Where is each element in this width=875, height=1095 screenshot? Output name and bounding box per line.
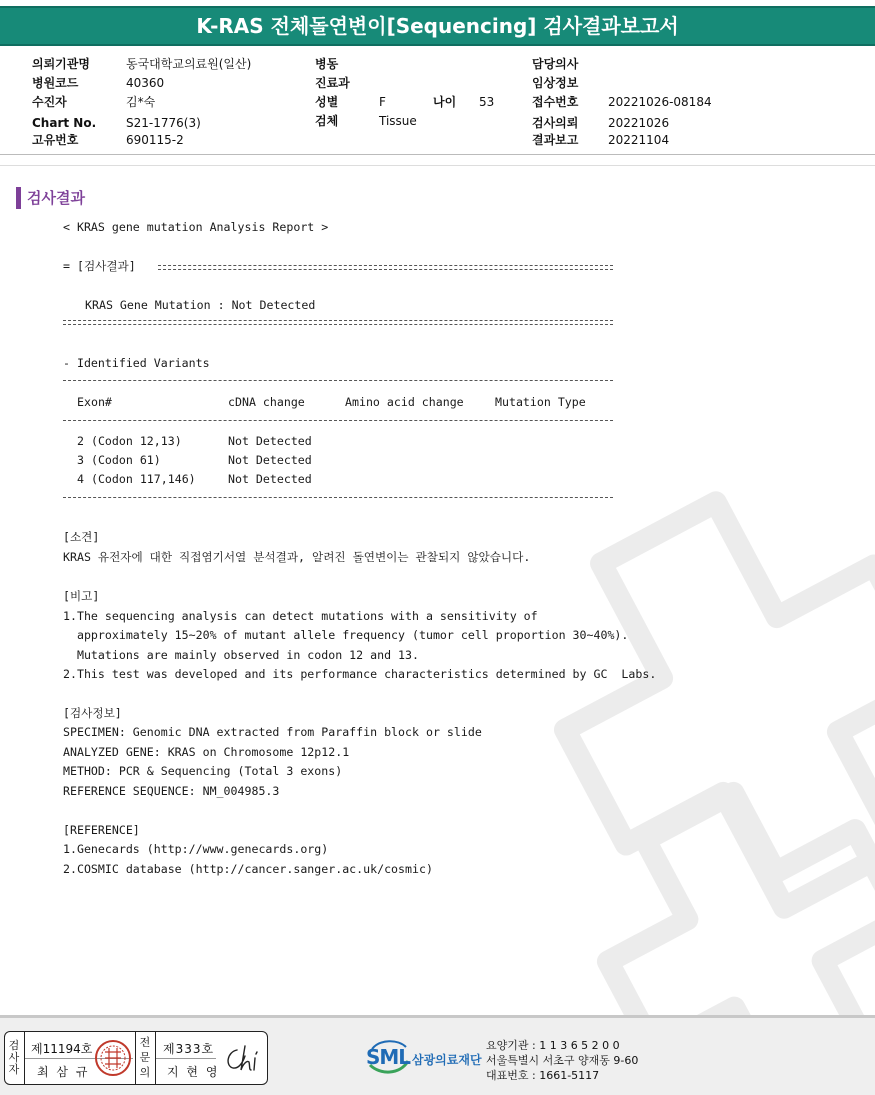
institution-value: 동국대학교의료원(일산): [126, 57, 252, 71]
info-line: METHOD: PCR & Sequencing (Total 3 exons): [63, 764, 343, 778]
info-line: SPECIMEN: Genomic DNA extracted from Paraffin block or slide: [63, 725, 482, 739]
remark-line: 1.The sequencing analysis can detect mutations with a sensitivity of: [63, 609, 538, 623]
remarks-title: [비고]: [63, 589, 100, 603]
reference-line: 2.COSMIC database (http://cancer.sanger.ac.uk/cosmic): [63, 862, 433, 876]
address: 서울특별시 서초구 양재동 9-60: [486, 1054, 639, 1067]
result-line: KRAS Gene Mutation : Not Detected: [85, 298, 316, 312]
remark-line: approximately 15~20% of mutant allele frequency (tumor cell proportion 30~40%).: [63, 628, 629, 642]
reference-line: 1.Genecards (http://www.genecards.org): [63, 842, 329, 856]
remark-line: 2.This test was developed and its performance characteristics determined by GC Labs.: [63, 667, 657, 681]
sex-label: 성별: [315, 95, 339, 109]
col-amino: Amino acid change: [345, 395, 464, 409]
signature-box: [4, 1031, 268, 1085]
result-report-value: 20221104: [608, 133, 670, 147]
specialist-name: 지 현 영: [167, 1065, 220, 1079]
examinee-value: 김*숙: [126, 95, 156, 109]
opinion-text: KRAS 유전자에 대한 직접염기서열 분석결과, 알려진 돌연변이는 관찰되지 않았습니다.: [63, 550, 531, 564]
table-rule-bottom: [63, 497, 613, 498]
specialist-license: 제333호: [163, 1042, 215, 1056]
clinical-label: 임상정보: [532, 76, 579, 90]
doctor-label: 담당의사: [532, 57, 579, 71]
chart-no-label: Chart No.: [32, 116, 97, 130]
table-rule-top: [63, 380, 613, 381]
report-title: K-RAS 전체돌연변이[Sequencing] 검사결과보고서: [0, 6, 875, 46]
header-divider: [0, 154, 875, 155]
row-cdna: Not Detected: [228, 453, 312, 467]
examinee-label: 수진자: [32, 95, 67, 109]
hospital-code-label: 병원코드: [32, 76, 79, 90]
examiner-label: 검 사 자: [8, 1039, 20, 1076]
examiner-license: 제11194호: [31, 1042, 93, 1056]
unique-no-label: 고유번호: [32, 133, 79, 147]
unique-no-value: 690115-2: [126, 133, 184, 147]
row-cdna: Not Detected: [228, 434, 312, 448]
double-rule: [158, 265, 613, 270]
header-divider-2: [0, 165, 875, 166]
opinion-title: [소견]: [63, 530, 100, 544]
specimen-label: 검체: [315, 114, 339, 128]
receipt-no-value: 20221026-08184: [608, 95, 712, 109]
col-exon: Exon#: [77, 395, 112, 409]
age-value: 53: [479, 95, 495, 109]
age-label: 나이: [433, 95, 457, 109]
row-exon: 3 (Codon 61): [77, 453, 161, 467]
table-rule-header: [63, 420, 613, 421]
result-report-label: 결과보고: [532, 133, 579, 147]
watermark-cross-icon: [515, 470, 875, 1030]
section-title: 검사결과: [16, 187, 85, 209]
foundation-name: 삼광의료재단: [412, 1053, 482, 1067]
info-line: ANALYZED GENE: KRAS on Chromosome 12p12.1: [63, 745, 350, 759]
footer-divider: [0, 1015, 875, 1018]
col-mutation-type: Mutation Type: [495, 395, 586, 409]
row-cdna: Not Detected: [228, 472, 312, 486]
hospital-code-value: 40360: [126, 76, 165, 90]
request-label: 검사의뢰: [532, 116, 579, 130]
row-exon: 2 (Codon 12,13): [77, 434, 182, 448]
specimen-value: Tissue: [379, 114, 417, 128]
care-institution: 요양기관 : 1 1 3 6 5 2 0 0: [486, 1039, 620, 1052]
receipt-no-label: 접수번호: [532, 95, 579, 109]
chart-no-value: S21-1776(3): [126, 116, 201, 130]
request-value: 20221026: [608, 116, 670, 130]
examiner-name: 최 삼 규: [37, 1065, 90, 1079]
institution-label: 의뢰기관명: [32, 57, 90, 71]
logo-text: SML: [366, 1045, 411, 1069]
phone: 대표번호 : 1661-5117: [486, 1069, 600, 1082]
info-line: REFERENCE SEQUENCE: NM_004985.3: [63, 784, 280, 798]
double-rule: [63, 320, 613, 325]
sex-value: F: [379, 95, 386, 109]
col-cdna: cDNA change: [228, 395, 305, 409]
info-title: [검사정보]: [63, 706, 122, 720]
specialist-label: 전 문 의: [139, 1036, 151, 1079]
remark-line: Mutations are mainly observed in codon 12 and 13.: [63, 648, 419, 662]
seal-stamp-icon: [93, 1036, 133, 1080]
result-bracket: = [검사결과]: [63, 259, 143, 273]
reference-title: [REFERENCE]: [63, 823, 140, 837]
ward-label: 병동: [315, 57, 339, 71]
department-label: 진료과: [315, 76, 350, 90]
variants-title: - Identified Variants: [63, 356, 210, 370]
row-exon: 4 (Codon 117,146): [77, 472, 196, 486]
signature-icon: [221, 1040, 265, 1078]
report-heading: < KRAS gene mutation Analysis Report >: [63, 220, 329, 234]
contact-info: [486, 1038, 638, 1083]
